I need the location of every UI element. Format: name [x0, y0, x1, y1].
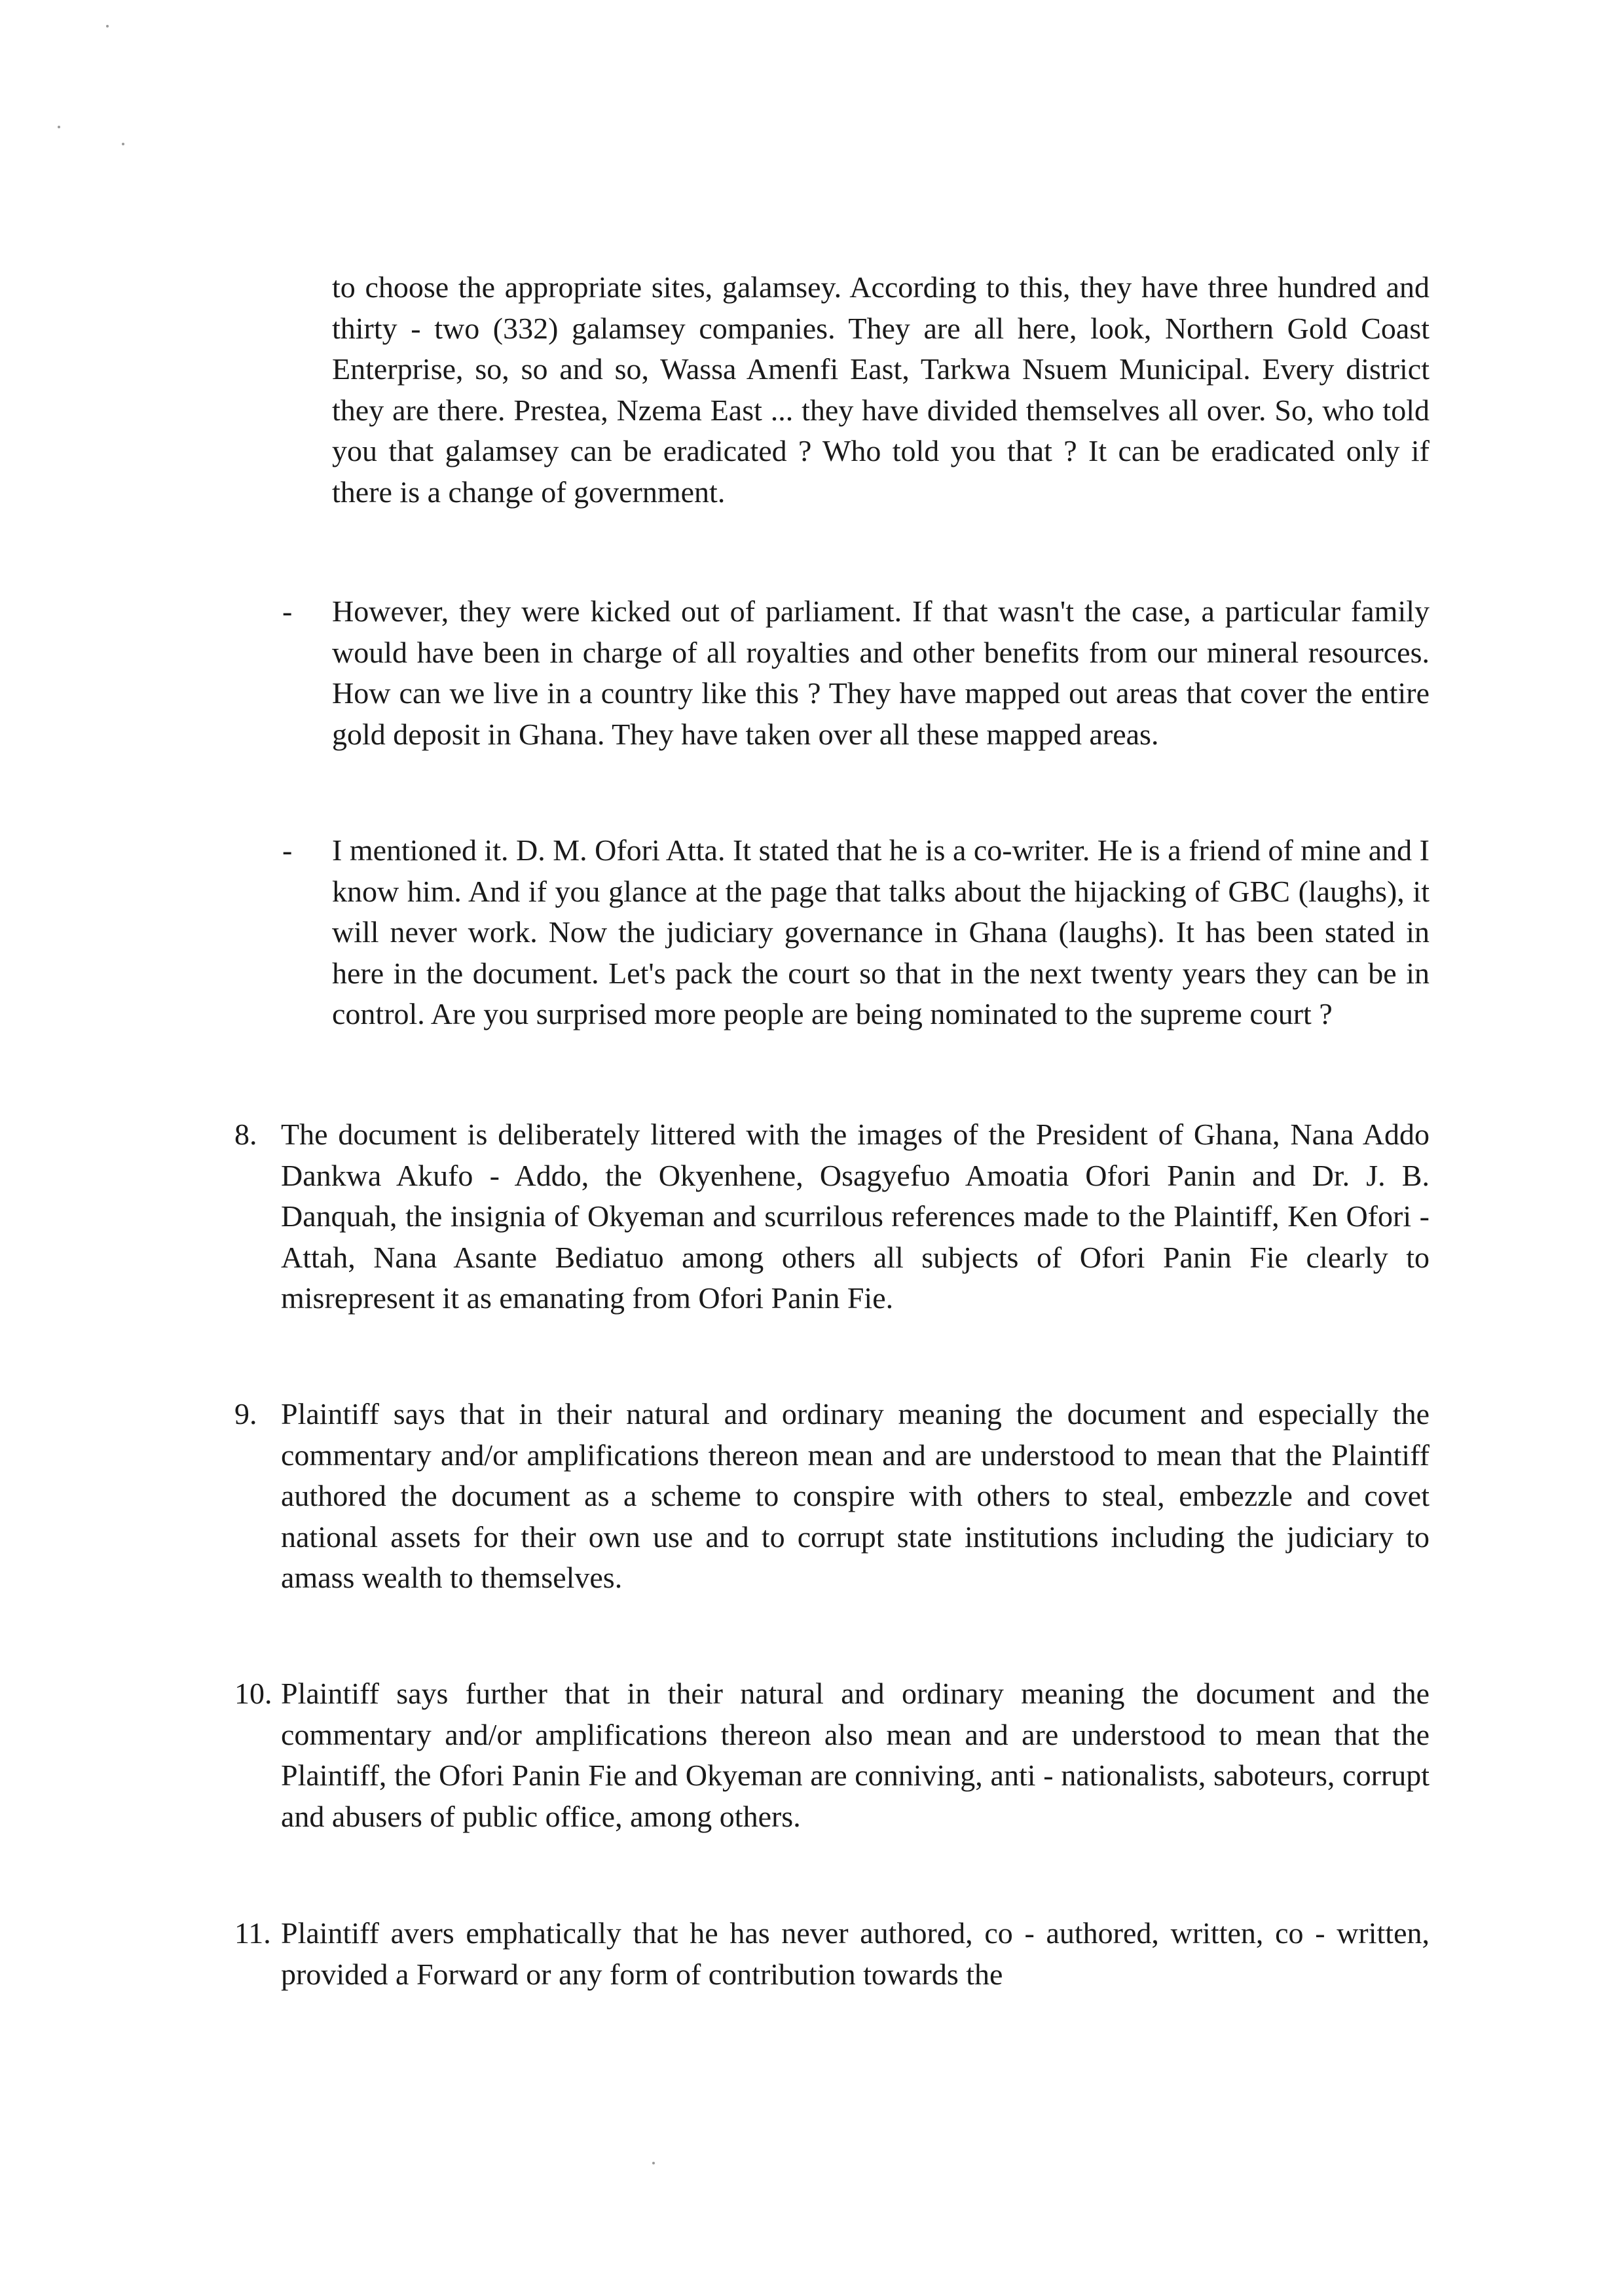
dash-marker: - [282, 833, 293, 867]
scan-speck [122, 143, 124, 145]
numbered-item-text: Plaintiff avers emphatically that he has never authored, co - authored, written, co - written, provided a Forward or any form of contribution towards the [281, 1916, 1430, 1991]
scan-speck [652, 2162, 655, 2164]
dash-item-text: I mentioned it. D. M. Ofori Atta. It stated that he is a co-writer. He is a friend of mine and I know him. And if you glance at the page that talks about the hijacking of GBC (laughs), it will never work. Now the judiciary governance in Ghana (laughs). It has been stated in here in the document. Let's pack the court so that in the next twenty years they can be in control. Are you surprised more people are being nominated to the supreme court ? [332, 833, 1430, 1030]
item-number: 11. [234, 1916, 271, 1950]
dash-marker: - [282, 594, 293, 628]
numbered-item-text: Plaintiff says that in their natural and ordinary meaning the document and especially the commentary and/or amplifications thereon mean and are understood to mean that the Plaintiff authored the document as a scheme to conspire with others to steal, embezzle and covet national assets for their own use and to corrupt state institutions including the judiciary to amass wealth to themselves. [281, 1397, 1430, 1594]
scan-speck [58, 126, 60, 128]
item-number: 10. [234, 1677, 272, 1710]
item-number: 8. [234, 1118, 257, 1151]
numbered-item-text: The document is deliberately littered with the images of the President of Ghana, Nana Addo Dankwa Akufo - Addo, the Okyenhene, Osagyefuo Amoatia Ofori Panin and Dr. J. B. Danquah, the insignia of Okyeman and scurrilous references made to the Plaintiff, Ken Ofori - Attah, Nana Asante Bediatuo among others all subjects of Ofori Panin Fie clearly to misrepresent it as emanating from Ofori Panin Fie. [281, 1118, 1430, 1315]
continuation-paragraph [332, 267, 1430, 513]
dash-item-text: However, they were kicked out of parliament. If that wasn't the case, a particular family would have been in charge of all royalties and other benefits from our mineral resources. How can we live in a country like this ? They have mapped out areas that cover the entire gold deposit in Ghana. They have taken over all these mapped areas. [332, 594, 1430, 751]
scan-speck [106, 25, 109, 27]
continuation-text: to choose the appropriate sites, galamsey. According to this, they have three hundred and thirty - two (332) galamsey companies. They are all here, look, Northern Gold Coast Enterprise, so, so and so, Wassa Amenfi East, Tarkwa Nsuem Municipal. Every district they are there. Prestea, Nzema East ... they have divided themselves all over. So, who told you that galamsey can be eradicated ? Who told you that ? It can be eradicated only if there is a change of government. [332, 270, 1430, 509]
item-number: 9. [234, 1397, 257, 1430]
numbered-item-text: Plaintiff says further that in their natural and ordinary meaning the document and the commentary and/or amplifications thereon also mean and are understood to mean that the Plaintiff, the Ofori Panin Fie and Okyeman are conniving, anti - nationalists, saboteurs, corrupt and abusers of public office, among others. [281, 1677, 1430, 1833]
